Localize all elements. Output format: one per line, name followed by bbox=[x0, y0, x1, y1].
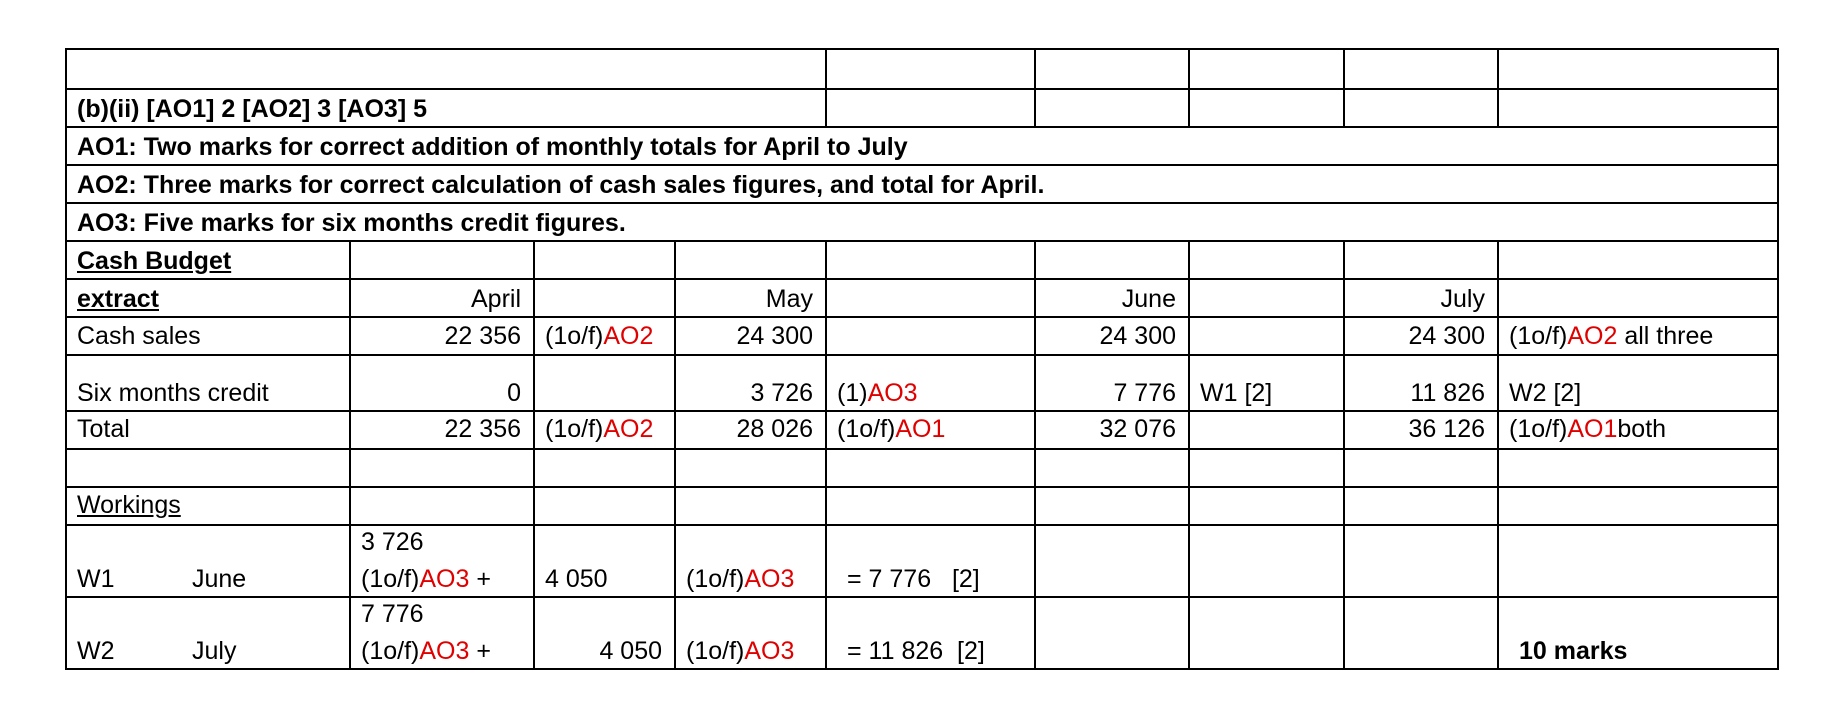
question-marks-heading: (b)(ii) [AO1] 2 [AO2] 3 [AO3] 5 bbox=[77, 94, 428, 123]
grid-line-horizontal bbox=[65, 448, 1779, 450]
total-april: 22 356 bbox=[444, 414, 521, 443]
grid-line-vertical bbox=[1777, 48, 1779, 670]
cash-sales-july: 24 300 bbox=[1408, 321, 1485, 350]
mark-prefix: (1o/f) bbox=[361, 565, 420, 593]
month-july: July bbox=[1440, 284, 1485, 313]
six-months-credit-april: 0 bbox=[507, 379, 521, 407]
six-months-credit-july: 11 826 bbox=[1410, 379, 1485, 407]
six-months-credit-june: 7 776 bbox=[1113, 379, 1176, 407]
w1-mark2 bbox=[674, 524, 825, 596]
mark-ao: AO3 bbox=[744, 637, 795, 665]
total-may-mark bbox=[825, 410, 1034, 448]
w2-mark2 bbox=[674, 596, 825, 668]
total-label: Total bbox=[77, 414, 130, 443]
mark-ao: AO2 bbox=[603, 321, 654, 350]
grid-line-horizontal bbox=[65, 164, 1779, 166]
mark-ao: AO3 bbox=[419, 637, 470, 665]
mark-prefix: (1o/f) bbox=[837, 414, 896, 443]
grid-line-horizontal bbox=[65, 202, 1779, 204]
w2-value1: 7 776 bbox=[361, 600, 424, 628]
mark-prefix: (1o/f) bbox=[686, 637, 745, 665]
w2-value2: 4 050 bbox=[599, 637, 662, 665]
six-months-credit-label: Six months credit bbox=[77, 379, 269, 407]
total-july: 36 126 bbox=[1408, 414, 1485, 443]
total-april-mark bbox=[533, 410, 674, 448]
w2-value1-cell bbox=[349, 596, 533, 668]
grid-line-vertical bbox=[1497, 48, 1499, 128]
mark-ao: AO3 bbox=[744, 565, 795, 593]
cash-sales-label: Cash sales bbox=[77, 321, 201, 350]
mark-suffix: all three bbox=[1617, 321, 1714, 350]
total-july-mark bbox=[1497, 410, 1765, 448]
six-months-credit-may: 3 726 bbox=[750, 379, 813, 407]
grid-line-vertical bbox=[1497, 240, 1499, 670]
grid-line-horizontal bbox=[65, 354, 1779, 356]
month-june: June bbox=[1121, 284, 1176, 313]
grid-line-vertical bbox=[825, 240, 827, 670]
w1-value1-cell bbox=[349, 524, 533, 596]
ao2-descriptor: AO2: Three marks for correct calculation of cash sales figures, and total for April. bbox=[77, 170, 1045, 199]
grid-line-horizontal bbox=[65, 596, 1779, 598]
ao3-descriptor: AO3: Five marks for six months credit figures. bbox=[77, 208, 626, 237]
w2-label: W2 bbox=[77, 637, 115, 665]
extract-label: extract bbox=[77, 284, 159, 313]
mark-ao: AO3 bbox=[867, 379, 918, 407]
total-june: 32 076 bbox=[1099, 414, 1176, 443]
grid-line-vertical bbox=[65, 48, 67, 670]
mark-prefix: (1o/f) bbox=[1509, 414, 1568, 443]
grid-line-horizontal bbox=[65, 668, 1779, 670]
grid-line-vertical bbox=[1343, 240, 1345, 670]
grid-line-horizontal bbox=[65, 486, 1779, 488]
cash-sales-july-mark bbox=[1497, 318, 1765, 354]
mark-prefix: (1o/f) bbox=[545, 321, 604, 350]
w1-result: = 7 776 [2] bbox=[847, 565, 980, 593]
workings-title: Workings bbox=[77, 490, 181, 519]
cash-sales-may: 24 300 bbox=[736, 321, 813, 350]
grid-line-horizontal bbox=[65, 240, 1779, 242]
w2-result: = 11 826 [2] bbox=[847, 637, 985, 665]
total-marks: 10 marks bbox=[1519, 637, 1628, 665]
grid-line-horizontal bbox=[65, 278, 1779, 280]
w1-mark1 bbox=[361, 567, 491, 592]
grid-line-vertical bbox=[1343, 48, 1345, 128]
mark-prefix: (1o/f) bbox=[545, 414, 604, 443]
total-may: 28 026 bbox=[736, 414, 813, 443]
mark-prefix: (1) bbox=[837, 379, 868, 407]
mark-prefix: (1o/f) bbox=[1509, 321, 1568, 350]
plus-sign: + bbox=[469, 637, 491, 665]
cash-sales-april-mark bbox=[533, 318, 674, 354]
six-months-credit-july-note: W2 [2] bbox=[1509, 379, 1582, 407]
w1-value2: 4 050 bbox=[545, 565, 608, 593]
w1-label: W1 bbox=[77, 565, 115, 593]
grid-line-vertical bbox=[1034, 48, 1036, 128]
mark-prefix: (1o/f) bbox=[686, 565, 745, 593]
grid-line-horizontal bbox=[65, 410, 1779, 412]
cash-sales-april: 22 356 bbox=[444, 321, 521, 350]
cash-sales-june: 24 300 bbox=[1099, 321, 1176, 350]
mark-prefix: (1o/f) bbox=[361, 637, 420, 665]
grid-line-vertical bbox=[1188, 48, 1190, 128]
w1-value1: 3 726 bbox=[361, 528, 424, 556]
month-may: May bbox=[765, 284, 813, 313]
grid-line-horizontal bbox=[65, 48, 1779, 50]
mark-ao: AO1 bbox=[895, 414, 946, 443]
month-april: April bbox=[470, 284, 521, 313]
grid-line-vertical bbox=[1188, 240, 1190, 670]
grid-line-horizontal bbox=[65, 316, 1779, 318]
ao1-descriptor: AO1: Two marks for correct addition of monthly totals for April to July bbox=[77, 132, 908, 161]
cash-budget-title: Cash Budget bbox=[77, 246, 232, 275]
mark-ao: AO3 bbox=[419, 565, 470, 593]
six-months-credit-june-note: W1 [2] bbox=[1200, 379, 1273, 407]
grid-line-horizontal bbox=[65, 524, 1779, 526]
w2-mark1 bbox=[361, 639, 491, 664]
w2-month: July bbox=[192, 637, 237, 665]
mark-ao: AO2 bbox=[603, 414, 654, 443]
grid-line-vertical bbox=[1034, 240, 1036, 670]
grid-line-vertical bbox=[825, 48, 827, 128]
mark-ao: AO1 bbox=[1567, 414, 1618, 443]
w1-month: June bbox=[192, 565, 247, 593]
mark-suffix: both bbox=[1617, 414, 1667, 443]
grid-line-horizontal bbox=[65, 126, 1779, 128]
six-months-credit-may-mark bbox=[825, 354, 1034, 410]
plus-sign: + bbox=[469, 565, 491, 593]
grid-line-vertical bbox=[674, 240, 676, 670]
grid-line-vertical bbox=[349, 240, 351, 670]
grid-line-horizontal bbox=[65, 88, 1779, 90]
mark-ao: AO2 bbox=[1567, 321, 1618, 350]
grid-line-vertical bbox=[533, 240, 535, 670]
